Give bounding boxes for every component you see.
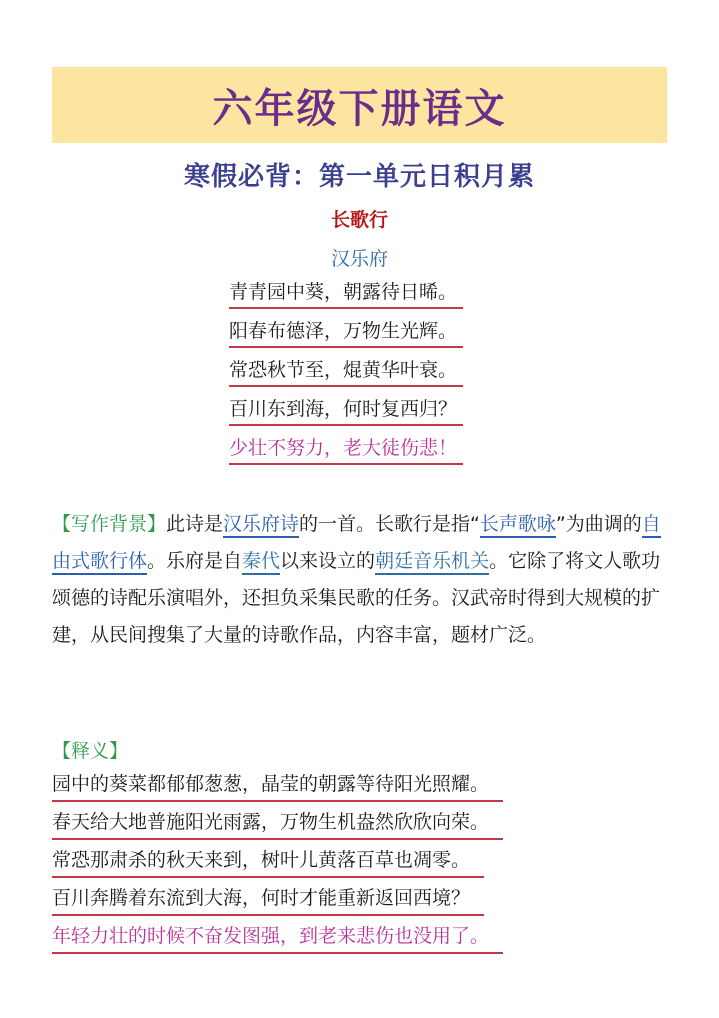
meaning-body: [52, 772, 672, 962]
background-text: 。乐府是自: [147, 550, 243, 572]
background-label: 【写作背景】: [52, 513, 167, 535]
background-paragraph: [52, 506, 672, 654]
background-text: ”为曲调的: [555, 513, 642, 535]
page-subtitle: 寒假必背：第一单元日积月累: [183, 162, 535, 192]
background-text: 以来设立的: [280, 550, 376, 572]
background-text: 。它除了将文人歌功颂德的诗配乐演唱外，还担负采集民歌的任务。汉武帝时得到大规模的扩建，从民间搜集了大量的诗歌作品，内容丰富，题材广泛。: [52, 550, 661, 646]
keyword-highlight: 长声歌咏: [480, 513, 556, 538]
background-text: 此诗是: [166, 513, 224, 535]
poem-line: 百川东到海，何时复西归？: [229, 397, 463, 426]
meaning-line-highlight: 年轻力壮的时候不奋发图强，到老来悲伤也没用了。: [52, 924, 503, 954]
poem-author: 汉乐府: [330, 248, 388, 270]
meaning-line: 春天给大地普施阳光雨露，万物生机盎然欣欣向荣。: [52, 810, 503, 840]
page-title: 六年级下册语文: [212, 85, 507, 132]
keyword-highlight: 自由式歌行体: [52, 513, 661, 575]
poem-line: 阳春布德泽，万物生光辉。: [229, 319, 463, 348]
poem-line: 青青园中葵，朝露待日晞。: [229, 280, 463, 309]
keyword-highlight: 汉乐府诗: [223, 513, 299, 538]
background-text: 的一首。长歌行是指“: [299, 513, 480, 535]
poem-body: [229, 280, 499, 475]
meaning-label: 【释义】: [52, 740, 129, 762]
poem-line: 常恐秋节至，焜黄华叶衰。: [229, 358, 463, 387]
meaning-line: 常恐那肃杀的秋天来到，树叶儿黄落百草也凋零。: [52, 848, 484, 878]
keyword-highlight: 朝廷音乐机关: [375, 550, 489, 575]
poem-line-highlight: 少壮不努力，老大徒伤悲！: [229, 436, 463, 465]
meaning-line: 百川奔腾着东流到大海，何时才能重新返回西境？: [52, 886, 484, 916]
meaning-line: 园中的葵菜都郁郁葱葱，晶莹的朝露等待阳光照耀。: [52, 772, 503, 802]
keyword-highlight: 秦代: [242, 550, 280, 575]
title-banner: [52, 67, 667, 143]
poem-title: 长歌行: [330, 209, 388, 231]
